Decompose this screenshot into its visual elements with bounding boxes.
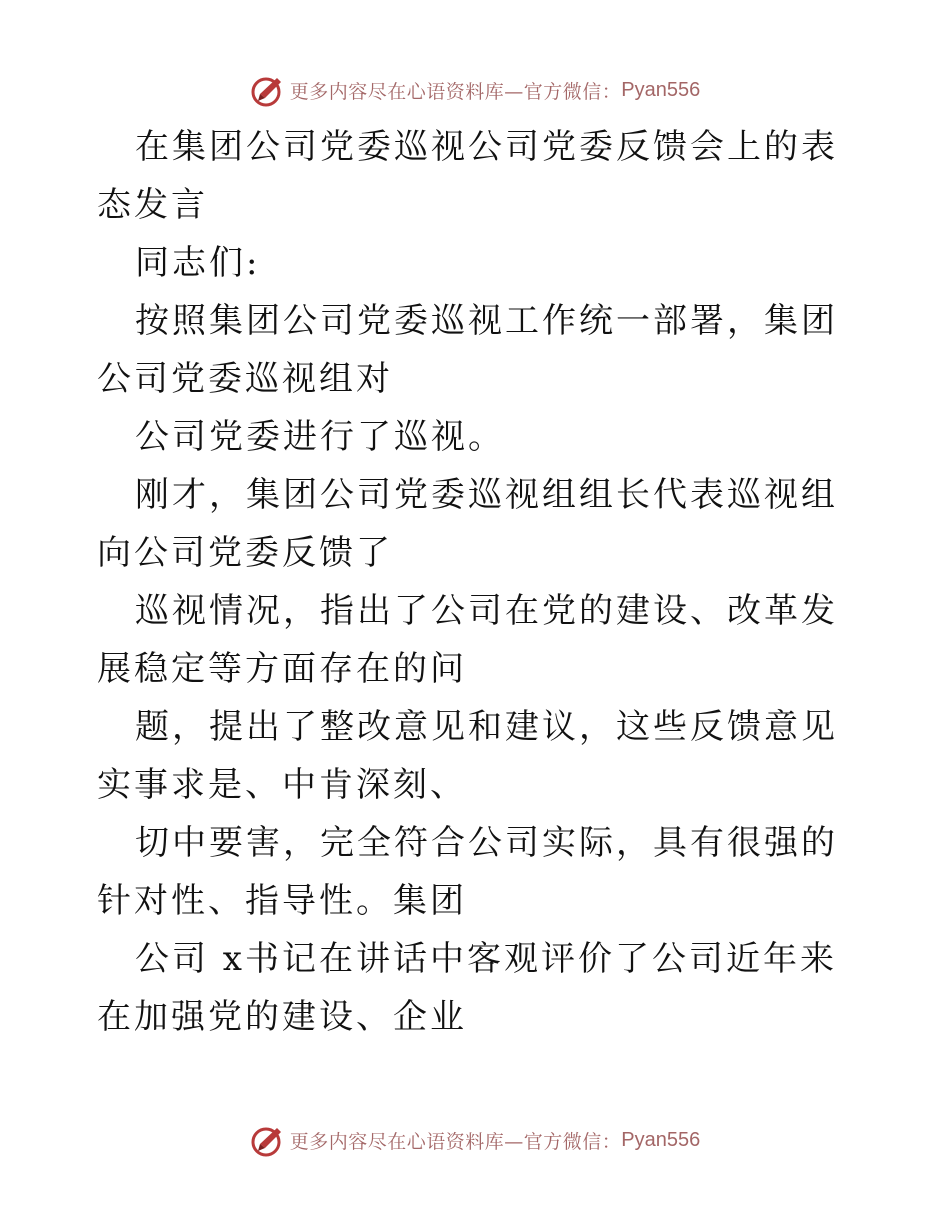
body-paragraph: 巡视情况，指出了公司在党的建设、改革发展稳定等方面存在的问	[97, 591, 838, 689]
document-body	[97, 118, 857, 1046]
body-paragraph: 公司党委进行了巡视。	[135, 417, 505, 457]
body-paragraph: 刚才，集团公司党委巡视组组长代表巡视组向公司党委反馈了	[97, 475, 838, 573]
document-title: 在集团公司党委巡视公司党委反馈会上的表态发言	[97, 127, 838, 225]
body-paragraph: 题，提出了整改意见和建议，这些反馈意见实事求是、中肯深刻、	[97, 707, 838, 805]
watermark-text: 更多内容尽在心语资料库—官方微信：	[289, 80, 622, 103]
body-paragraph: 按照集团公司党委巡视工作统一部署，集团公司党委巡视组对	[97, 301, 838, 399]
footer-watermark	[0, 1120, 950, 1160]
watermark-wechat-id: Pyan556	[621, 1128, 701, 1151]
pen-logo-icon	[250, 1122, 286, 1158]
body-paragraph: 公司 x书记在讲话中客观评价了公司近年来在加强党的建设、企业	[97, 939, 837, 1037]
pen-logo-icon	[250, 72, 286, 108]
watermark-wechat-id: Pyan556	[621, 78, 701, 101]
salutation: 同志们:	[135, 243, 261, 283]
watermark-text: 更多内容尽在心语资料库—官方微信：	[289, 1130, 622, 1153]
header-watermark	[0, 70, 950, 110]
body-paragraph: 切中要害，完全符合公司实际，具有很强的针对性、指导性。集团	[97, 823, 838, 921]
